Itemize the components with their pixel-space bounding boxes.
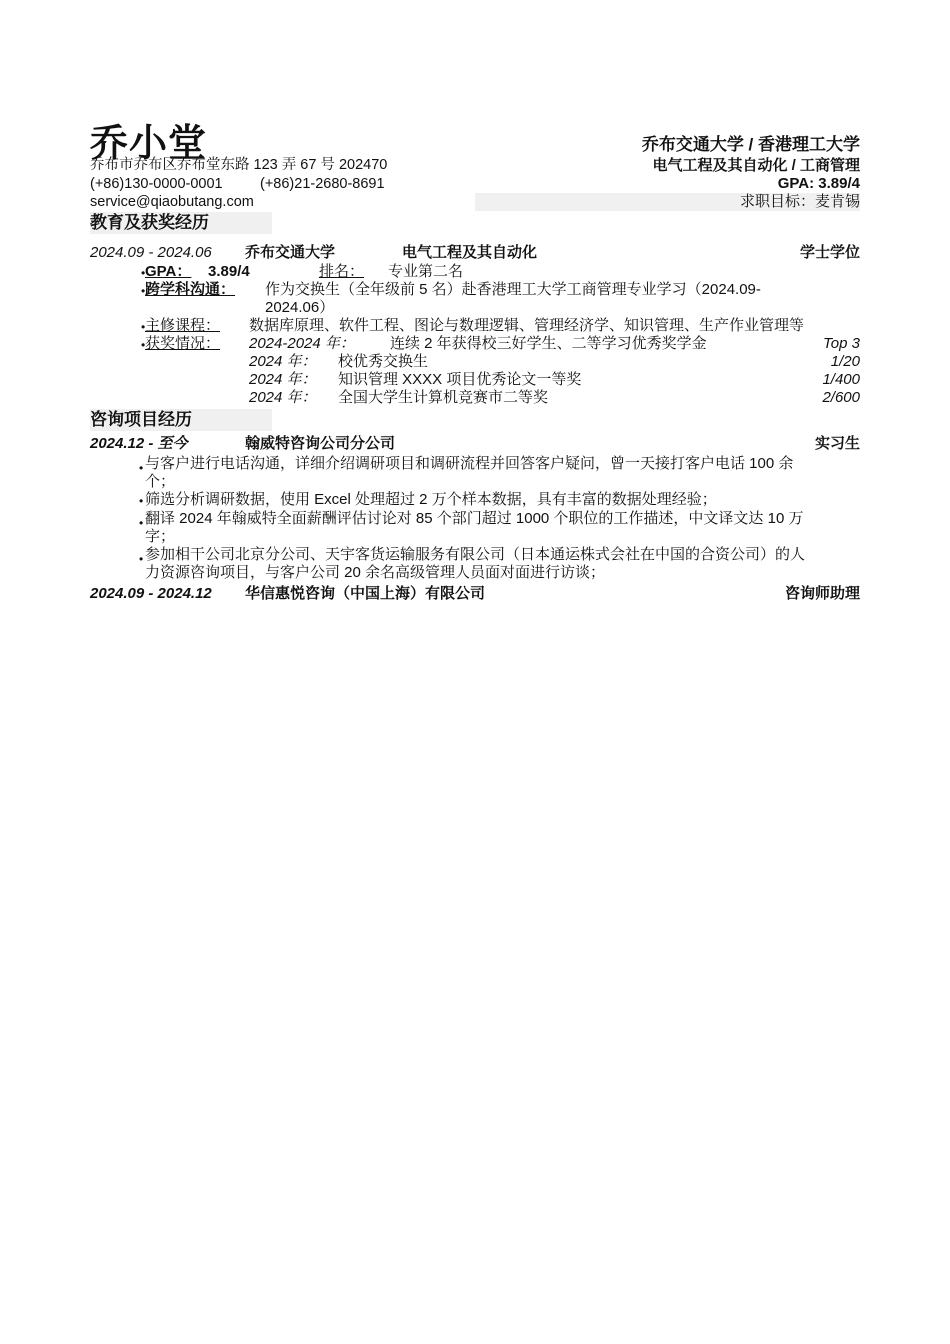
bullet: • [139, 552, 144, 566]
bullet: • [141, 284, 146, 298]
edu-degree: 学士学位 [799, 244, 860, 261]
award-rank: 1/20 [830, 353, 860, 370]
courses-label: 主修课程： [145, 317, 221, 334]
address: 乔布市乔布区乔布堂东路 123 弄 67 号 202470 [90, 157, 388, 173]
section-title-education: 教育及获奖经历 [90, 213, 209, 232]
job-company: 翰威特咨询公司分公司 [245, 435, 396, 452]
job-date: 2024.12 - 至今 [90, 435, 188, 452]
edu-major: 电气工程及其自动化 [402, 244, 538, 261]
courses-text: 数据库原理、软件工程、图论与数理逻辑、管理经济学、知识管理、生产作业管理等 [249, 317, 805, 334]
job-company: 华信惠悦咨询（中国上海）有限公司 [245, 585, 486, 602]
candidate-name: 乔小堂 [90, 123, 208, 165]
gpa-label: GPA： [145, 263, 192, 280]
award-year: 2024 年： [249, 353, 317, 370]
bullet: • [141, 338, 146, 352]
job-row [90, 584, 860, 603]
job-role: 咨询师助理 [784, 585, 860, 602]
job-date: 2024.09 - 2024.12 [90, 585, 212, 602]
header-school: 乔布交通大学 / 香港理工大学 [641, 135, 860, 154]
bullet: • [141, 266, 146, 280]
job-bullet-text: 参加相干公司北京分公司、天宇客货运输服务有限公司（日本通运株式会社在中国的合资公司）的人 [145, 546, 806, 563]
award-text: 全国大学生计算机竞赛市二等奖 [338, 389, 549, 406]
section-title-consulting: 咨询项目经历 [90, 410, 192, 429]
job-bullet-text-cont: 个； [145, 473, 176, 490]
job-bullet-text: 与客户进行电话沟通，详细介绍调研项目和调研流程并回答客户疑问，曾一天接打客户电话 100 余 [145, 455, 794, 472]
gpa-value: 3.89/4 [208, 263, 250, 280]
award-rank: 1/400 [822, 371, 860, 388]
job-bullet-text: 筛选分析调研数据，使用 Excel 处理超过 2 万个样本数据，具有丰富的数据处理经验； [145, 491, 717, 508]
cross-discipline-text: 作为交换生（全年级前 5 名）赴香港理工大学工商管理专业学习（2024.09- [265, 281, 761, 298]
award-year: 2024 年： [249, 371, 317, 388]
edu-date: 2024.09 - 2024.06 [90, 244, 212, 261]
job-role: 实习生 [814, 435, 860, 452]
cross-discipline-label: 跨学科沟通： [145, 281, 236, 298]
rank-label: 排名： [319, 263, 365, 280]
bullet: • [139, 516, 144, 530]
job-objective: 求职目标：麦肯锡 [739, 193, 860, 210]
bullet: • [139, 461, 144, 475]
award-text: 连续 2 年获得校三好学生、二等学习优秀奖学金 [390, 335, 707, 352]
award-rank: 2/600 [822, 389, 860, 406]
award-year: 2024-2024 年： [249, 335, 355, 352]
job-row [90, 434, 860, 453]
job-bullet-text-cont: 力资源咨询项目，与客户公司 20 余名高级管理人员面对面进行访谈； [145, 564, 606, 581]
header-majors: 电气工程及其自动化 / 工商管理 [652, 157, 860, 174]
header-gpa: GPA: 3.89/4 [777, 175, 860, 192]
award-year: 2024 年： [249, 389, 317, 406]
award-rank: Top 3 [823, 335, 860, 352]
phone-mobile: (+86)130-0000-0001 [90, 176, 223, 192]
bullet: • [139, 494, 144, 508]
job-bullet-text: 翻译 2024 年翰威特全面薪酬评估讨论对 85 个部门超过 1000 个职位的工作描述，中文译文达 10 万 [145, 510, 804, 527]
edu-school: 乔布交通大学 [245, 244, 336, 261]
awards-label: 获奖情况： [145, 335, 221, 352]
rank-value: 专业第二名 [388, 263, 464, 280]
education-row [90, 243, 860, 262]
cross-discipline-text-cont: 2024.06） [265, 299, 335, 316]
phone-landline: (+86)21-2680-8691 [260, 176, 385, 192]
award-text: 校优秀交换生 [338, 353, 429, 370]
bullet: • [141, 320, 146, 334]
award-text: 知识管理 XXXX 项目优秀论文一等奖 [338, 371, 582, 388]
email[interactable]: service@qiaobutang.com [90, 194, 254, 210]
job-bullet-text-cont: 字； [145, 528, 176, 545]
